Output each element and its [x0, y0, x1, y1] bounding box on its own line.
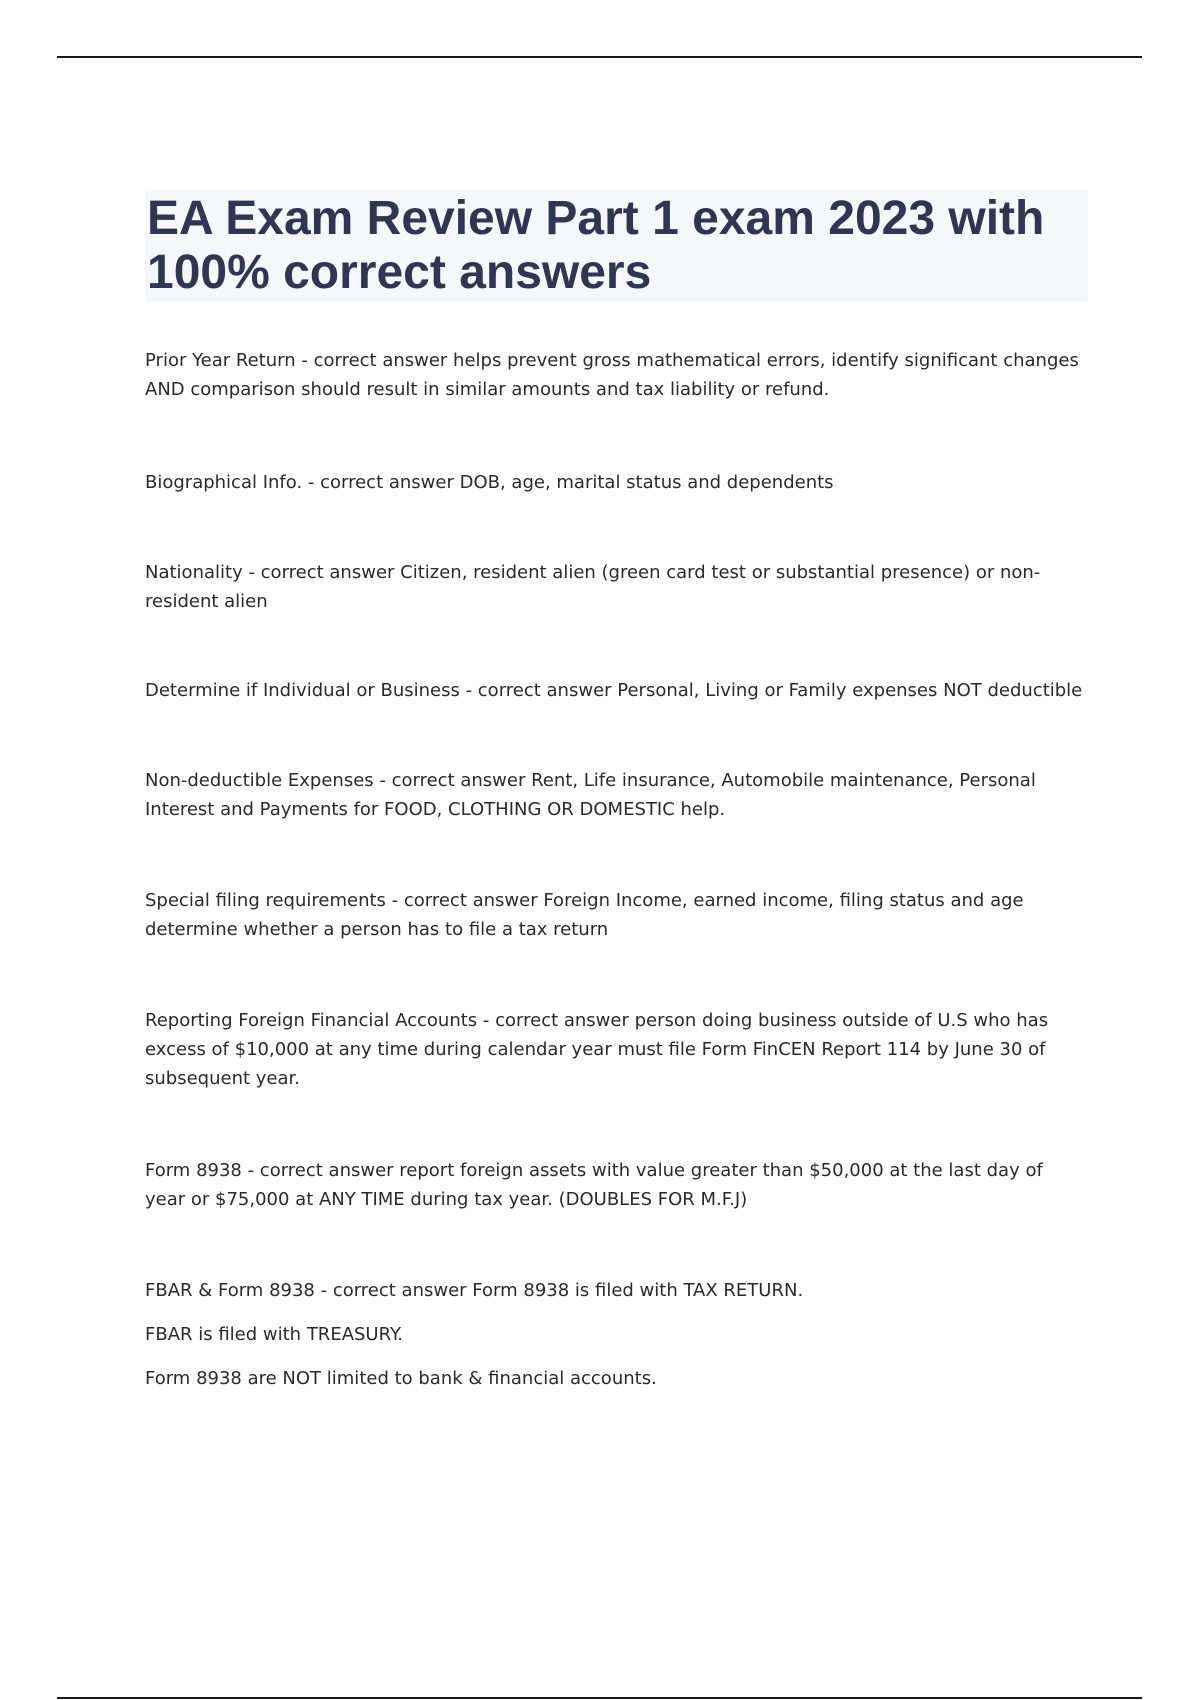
qa-entry-prior-year-return: Prior Year Return - correct answer helps prevent gross mathematical errors, identify significant changes AND comparison should result in similar amounts and tax liability or refund.	[145, 350, 1079, 400]
qa-entry-individual-or-business: Determine if Individual or Business - correct answer Personal, Living or Family expenses NOT deductible	[145, 680, 1083, 701]
title-block	[145, 190, 1088, 302]
fbar-line-3: Form 8938 are NOT limited to bank & financial accounts.	[145, 1368, 657, 1389]
fbar-line-1: FBAR & Form 8938 - correct answer Form 8938 is filed with TAX RETURN.	[145, 1280, 804, 1301]
qa-entry-form-8938: Form 8938 - correct answer report foreign assets with value greater than $50,000 at the last day of year or $75,000 at ANY TIME during tax year. (DOUBLES FOR M.F.J)	[145, 1160, 1043, 1210]
qa-entry-special-filing-requirements: Special filing requirements - correct answer Foreign Income, earned income, filing status and age determine whether a person has to file a tax return	[145, 890, 1024, 940]
document-title: EA Exam Review Part 1 exam 2023 with 100% correct answers	[147, 192, 1045, 299]
footer-rule	[57, 1697, 1142, 1699]
qa-entry-non-deductible-expenses: Non-deductible Expenses - correct answer Rent, Life insurance, Automobile maintenance, Personal Interest and Payments for FOOD, CLOTHING OR DOMESTIC help.	[145, 770, 1036, 820]
fbar-line-2: FBAR is filed with TREASURY.	[145, 1324, 404, 1345]
qa-entry-fbar-and-form-8938	[145, 1276, 803, 1408]
header-rule	[57, 56, 1142, 58]
qa-entry-nationality: Nationality - correct answer Citizen, resident alien (green card test or substantial presence) or non-resident alien	[145, 562, 1041, 612]
qa-entry-reporting-foreign-accounts: Reporting Foreign Financial Accounts - correct answer person doing business outside of U.S who has excess of $10,000 at any time during calendar year must file Form FinCEN Report 114 by June 30 of subsequent year.	[145, 1010, 1049, 1089]
qa-entry-biographical-info: Biographical Info. - correct answer DOB, age, marital status and dependents	[145, 472, 834, 493]
